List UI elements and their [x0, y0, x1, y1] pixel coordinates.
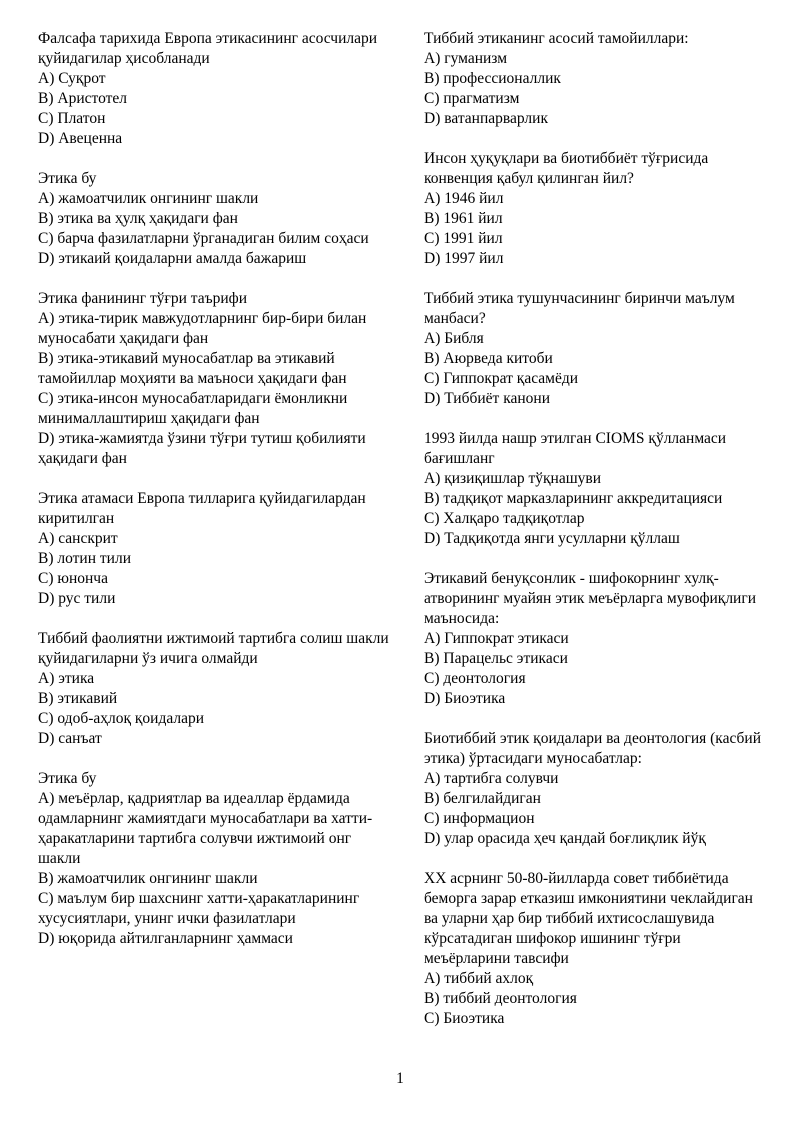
answer-option: A) Библя [424, 330, 484, 347]
question-block [424, 869, 769, 1029]
question-text: Фалсафа тарихида Европа этикасининг асосчилари қуйидагилар ҳисобланади [38, 30, 378, 67]
answer-option: D) юқорида айтилганларнинг ҳаммаси [38, 930, 293, 947]
answer-option: A) меъёрлар, қадриятлар ва идеаллар ёрдамида одамларнинг жамиятдаги муносабатлари ва хатти-ҳаракатларини тартибга солувчи ижтимоий онг шакли [38, 790, 373, 867]
answer-option: D) санъат [38, 730, 102, 747]
answer-option: C) деонтология [424, 670, 526, 687]
answer-option: C) барча фазилатларни ўрганадиган билим соҳаси [38, 230, 369, 247]
question-text: Этика бу [38, 770, 97, 787]
answer-option: B) Парацельс этикаси [424, 650, 568, 667]
answer-option: C) маълум бир шахснинг хатти-ҳаракатларининг хусусиятлари, унинг ички фазилатлари [38, 890, 360, 927]
answer-option: C) Халқаро тадқиқотлар [424, 510, 585, 527]
answer-option: B) жамоатчилик онгининг шакли [38, 870, 258, 887]
answer-option: B) этика ва ҳулқ ҳақидаги фан [38, 210, 238, 227]
answer-option: C) Гиппократ қасамёди [424, 370, 579, 387]
question-text: Инсон ҳуқуқлари ва биотиббиёт тўғрисида конвенция қабул қилинган йил? [424, 150, 709, 187]
answer-option: B) Аюрведа китоби [424, 350, 553, 367]
answer-option: A) жамоатчилик онгининг шакли [38, 190, 259, 207]
answer-option: A) 1946 йил [424, 190, 504, 207]
answer-option: B) профессионаллик [424, 70, 561, 87]
answer-option: B) этикавий [38, 690, 118, 707]
answer-option: B) Аристотел [38, 90, 127, 107]
answer-option: D) 1997 йил [424, 250, 504, 267]
question-block [38, 169, 393, 269]
answer-option: D) этика-жамиятда ўзини тўғри тутиш қобилияти ҳақидаги фан [38, 430, 366, 467]
answer-option: A) Суқрот [38, 70, 106, 87]
answer-option: C) одоб-аҳлоқ қоидалари [38, 710, 205, 727]
question-block [38, 489, 393, 609]
answer-option: B) этика-этикавий муносабатлар ва этикавий тамойиллар моҳияти ва маъноси ҳақидаги фан [38, 350, 347, 387]
page-number: 1 [396, 1070, 404, 1087]
question-block [424, 149, 769, 269]
left-column [38, 29, 393, 969]
answer-option: A) гуманизм [424, 50, 508, 67]
question-text: Этика фанининг тўғри таърифи [38, 290, 248, 307]
question-block [38, 29, 393, 149]
question-block [424, 569, 769, 709]
answer-option: A) Гиппократ этикаси [424, 630, 569, 647]
answer-option: C) информацион [424, 810, 535, 827]
question-text: Этика атамаси Европа тилларига қуйидагилардан киритилган [38, 490, 366, 527]
answer-option: A) тартибга солувчи [424, 770, 559, 787]
answer-option: D) этикаий қоидаларни амалда бажариш [38, 250, 307, 267]
right-column [424, 29, 769, 1049]
answer-option: C) Биоэтика [424, 1010, 505, 1027]
question-text: XX асрнинг 50-80-йилларда совет тиббиётида беморга зарар етказиш имкониятини чеклайдиган ва уларни ҳар бир тиббий ихтисослашувида кўрсатадиган шифокор ишининг тўғри меъёрларини тавсифи [424, 870, 753, 967]
answer-option: C) прагматизм [424, 90, 520, 107]
answer-option: D) Тиббиёт канони [424, 390, 551, 407]
question-block [424, 29, 769, 129]
answer-option: A) қизиқишлар тўқнашуви [424, 470, 602, 487]
question-block [424, 729, 769, 849]
question-text: Этикавий бенуқсонлик - шифокорнинг хулқ-атворининг муайян этик меъёрларга мувофиқлиги маъносида: [424, 570, 757, 627]
question-text: Тиббий этика тушунчасининг биринчи маълум манбаси? [424, 290, 735, 327]
answer-option: B) лотин тили [38, 550, 131, 567]
answer-option: D) улар орасида ҳеч қандай боғлиқлик йўқ [424, 830, 706, 847]
question-text: Биотиббий этик қоидалари ва деонтология (касбий этика) ўртасидаги муносабатлар: [424, 730, 762, 767]
answer-option: A) тиббий ахлоқ [424, 970, 534, 987]
question-text: Этика бу [38, 170, 97, 187]
question-block [38, 289, 393, 469]
answer-option: B) белгилайдиган [424, 790, 541, 807]
answer-option: C) Платон [38, 110, 106, 127]
question-block [424, 429, 769, 549]
answer-option: B) 1961 йил [424, 210, 503, 227]
question-block [424, 289, 769, 409]
answer-option: D) рус тили [38, 590, 116, 607]
answer-option: C) 1991 йил [424, 230, 503, 247]
question-block [38, 629, 393, 749]
answer-option: B) тадқиқот марказларининг аккредитацияси [424, 490, 723, 507]
answer-option: C) этика-инсон муносабатларидаги ёмонликни минималлаштириш ҳақидаги фан [38, 390, 348, 427]
answer-option: A) этика [38, 670, 95, 687]
answer-option: D) Авеценна [38, 130, 123, 147]
question-text: 1993 йилда нашр этилган CIOMS қўлланмаси бағишланг [424, 430, 727, 467]
answer-option: D) Тадқиқотда янги усулларни қўллаш [424, 530, 680, 547]
question-block [38, 769, 393, 949]
answer-option: B) тиббий деонтология [424, 990, 577, 1007]
answer-option: C) юнонча [38, 570, 108, 587]
question-text: Тиббий этиканинг асосий тамойиллари: [424, 30, 689, 47]
answer-option: D) ватанпарварлик [424, 110, 548, 127]
question-text: Тиббий фаолиятни ижтимоий тартибга солиш шакли қуйидагиларни ўз ичига олмайди [38, 630, 389, 667]
answer-option: D) Биоэтика [424, 690, 506, 707]
answer-option: A) этика-тирик мавжудотларнинг бир-бири билан муносабати ҳақидаги фан [38, 310, 367, 347]
answer-option: A) санскрит [38, 530, 118, 547]
